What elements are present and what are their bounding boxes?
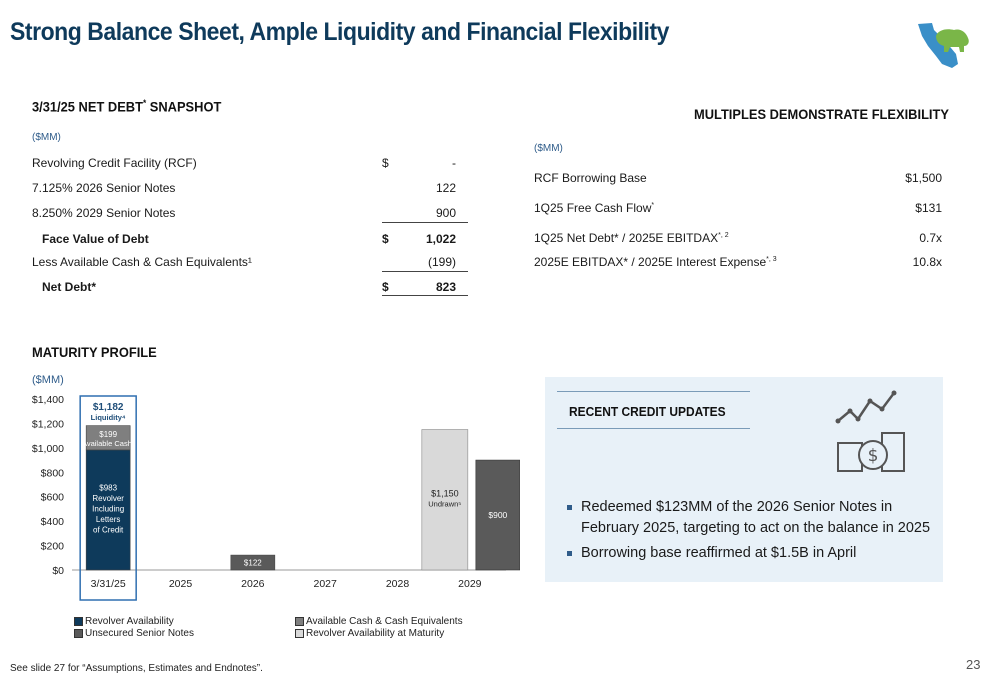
multiples-row: 2025E EBITDAX* / 2025E Interest Expense$^{*, 3}$ 10.8x	[534, 255, 942, 269]
legend-item-revolver: Revolver Availability	[74, 616, 174, 627]
data-label: of Credit	[93, 525, 124, 535]
list-item: Redeemed $123MM of the 2026 Senior Notes in February 2025, targeting to act on the balance in 2025	[565, 497, 935, 539]
y-tick-label: $0	[52, 565, 64, 577]
california-bear-logo-icon	[912, 20, 974, 72]
net-debt-row-total: Net Debt* $ 823	[42, 280, 456, 294]
net-debt-row-face-value: Face Value of Debt $ 1,022	[42, 232, 456, 246]
data-label: $1,150	[431, 488, 459, 499]
credit-updates-list	[565, 497, 935, 568]
multiples-row: RCF Borrowing Base $1,500	[534, 171, 942, 185]
data-label: $199	[99, 429, 118, 439]
x-tick-label: 2025	[168, 578, 193, 590]
multiples-units: ($MM)	[534, 143, 563, 154]
multiples-heading: MULTIPLES DEMONSTRATE FLEXIBILITY	[694, 106, 949, 122]
maturity-chart	[0, 370, 520, 610]
data-label: Letters	[95, 515, 121, 525]
legend-item-revolver-maturity: Revolver Availability at Maturity	[295, 628, 444, 639]
footnote: See slide 27 for “Assumptions, Estimates and Endnotes”.	[10, 663, 263, 674]
credit-heading-rule	[557, 428, 750, 429]
net-debt-units: ($MM)	[32, 132, 61, 143]
y-tick-label: $1,000	[31, 442, 64, 455]
maturity-heading: MATURITY PROFILE	[32, 344, 157, 360]
credit-updates-heading: RECENT CREDIT UPDATES	[569, 404, 726, 419]
net-debt-row: 8.250% 2029 Senior Notes 900	[32, 206, 456, 220]
page-number: 23	[966, 657, 981, 672]
legend-item-senior-notes: Unsecured Senior Notes	[74, 628, 194, 639]
legend-swatch	[295, 629, 304, 638]
net-debt-heading: 3/31/25 NET DEBT* SNAPSHOT	[32, 98, 222, 115]
maturity-chart-svg	[0, 370, 520, 610]
y-tick-label: $200	[40, 540, 64, 553]
data-label: $900	[488, 510, 508, 521]
x-tick-label: 2026	[241, 578, 265, 590]
data-label: $122	[243, 558, 262, 568]
growth-chart-money-icon	[832, 383, 912, 475]
data-label: $1,182	[92, 402, 124, 413]
y-tick-label: $1,200	[31, 418, 64, 431]
net-debt-row: 7.125% 2026 Senior Notes 122	[32, 181, 456, 195]
data-label: Available Cash¹	[81, 438, 135, 448]
y-tick-label: $600	[40, 491, 64, 504]
legend-swatch	[74, 629, 83, 638]
x-tick-label: 2029	[458, 578, 482, 590]
data-label: Undrawn⁵	[428, 499, 462, 509]
multiples-row: 1Q25 Net Debt* / 2025E $EBITDAX^{*, 2}$ 0.7x	[534, 231, 942, 245]
svg-text:$: $	[867, 446, 879, 466]
x-tick-label: 3/31/25	[90, 578, 126, 590]
x-tick-label: 2028	[385, 578, 410, 590]
data-label: Revolver	[92, 494, 124, 504]
data-label: Liquidity⁴	[90, 413, 126, 422]
maturity-units: ($MM)	[32, 374, 64, 386]
subtotal-rule	[382, 222, 468, 223]
total-rule	[382, 295, 468, 296]
credit-updates-panel	[545, 377, 943, 582]
y-tick-label: $400	[40, 516, 64, 529]
credit-heading-rule	[557, 391, 750, 392]
net-debt-row: Revolving Credit Facility (RCF) $ -	[32, 156, 456, 170]
legend-item-cash: Available Cash & Cash Equivalents	[295, 616, 463, 627]
multiples-row: 1Q25 Free Cash Flow* $131	[534, 201, 942, 215]
page-title: Strong Balance Sheet, Ample Liquidity and Financial Flexibility	[10, 18, 670, 46]
y-tick-label: $800	[40, 467, 64, 480]
subtotal-rule	[382, 271, 468, 272]
list-item: Borrowing base reaffirmed at $1.5B in April	[565, 543, 935, 564]
data-label: $983	[99, 483, 118, 493]
legend-swatch	[295, 617, 304, 626]
x-tick-label: 2027	[313, 578, 337, 590]
data-label: Including	[92, 504, 125, 514]
net-debt-row: Less Available Cash & Cash Equivalents¹ (199)	[32, 255, 456, 269]
y-tick-label: $1,400	[31, 394, 64, 406]
legend-swatch	[74, 617, 83, 626]
